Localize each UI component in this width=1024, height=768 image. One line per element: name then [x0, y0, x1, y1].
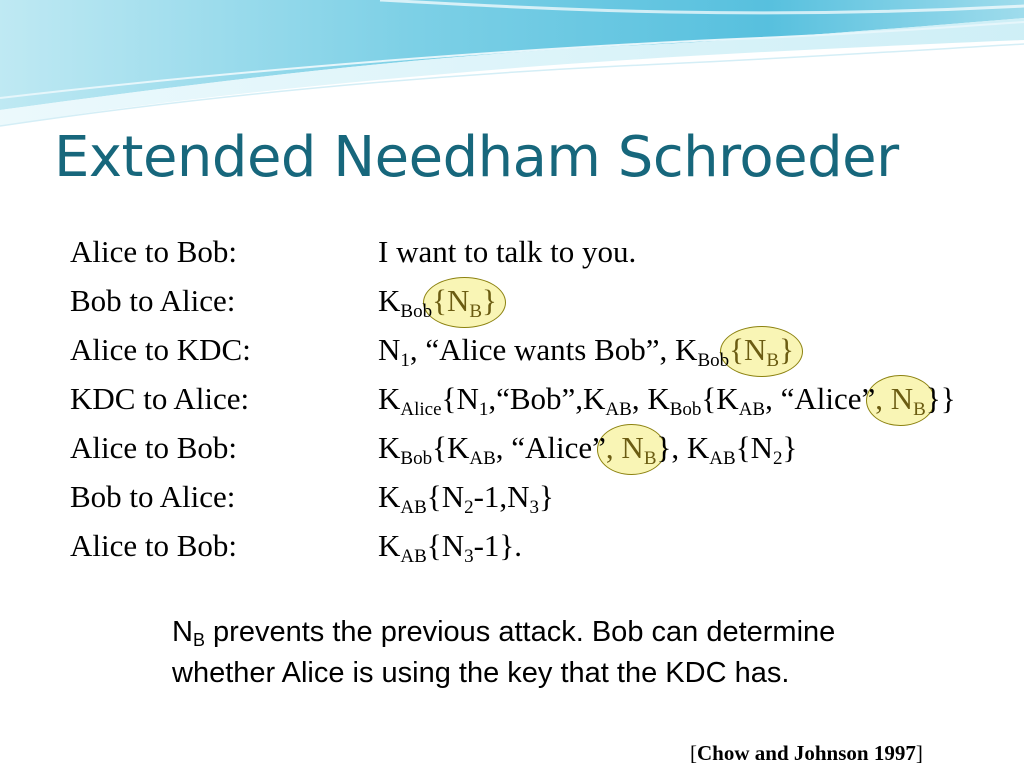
step-message: $K_{AB}\{N_2-1,N_3\}$	[378, 479, 554, 518]
nonce-highlight: , $N_B$	[605, 430, 657, 469]
nonce-highlight: $\{N_B\}$	[432, 283, 497, 322]
step-message: $K_{Alice}\{N_1,“Bob”,K_{AB}$, $K_{Bob}\{K_{AB}$, “Alice”, $N_B$}}	[378, 381, 956, 420]
nonce-highlight: $\{N_B\}$	[729, 332, 794, 371]
step-message: $K_{Bob}\{K_{AB}$, “Alice”, $N_B$}, $K_{AB}\{N_2\}$	[378, 430, 798, 469]
step-message: $K_{AB}\{N_3-1\}$.	[378, 528, 523, 567]
step-sender: Alice to KDC:	[70, 332, 251, 367]
step-sender: Bob to Alice:	[70, 283, 236, 318]
citation: [Chow and Johnson 1997]	[690, 741, 923, 765]
step-message: I want to talk to you.	[378, 234, 637, 269]
step-sender: Alice to Bob:	[70, 430, 238, 465]
step-message: $N_1$, “Alice wants Bob”, $K_{Bob}\{N_B\}$	[378, 332, 794, 371]
step-sender: KDC to Alice:	[70, 381, 250, 416]
step-sender: Bob to Alice:	[70, 479, 236, 514]
nonce-highlight: , $N_B$	[875, 381, 926, 420]
step-message: $K_{Bob}\{N_B\}$	[378, 283, 497, 322]
slide-title: Extended Needham Schroeder	[54, 125, 899, 190]
explanation-note: $N_B$ prevents the previous attack. Bob can determine whether Alice is using the key that the KDC has.	[172, 616, 836, 689]
step-sender: Alice to Bob:	[70, 528, 238, 563]
step-sender: Alice to Bob:	[70, 234, 238, 269]
